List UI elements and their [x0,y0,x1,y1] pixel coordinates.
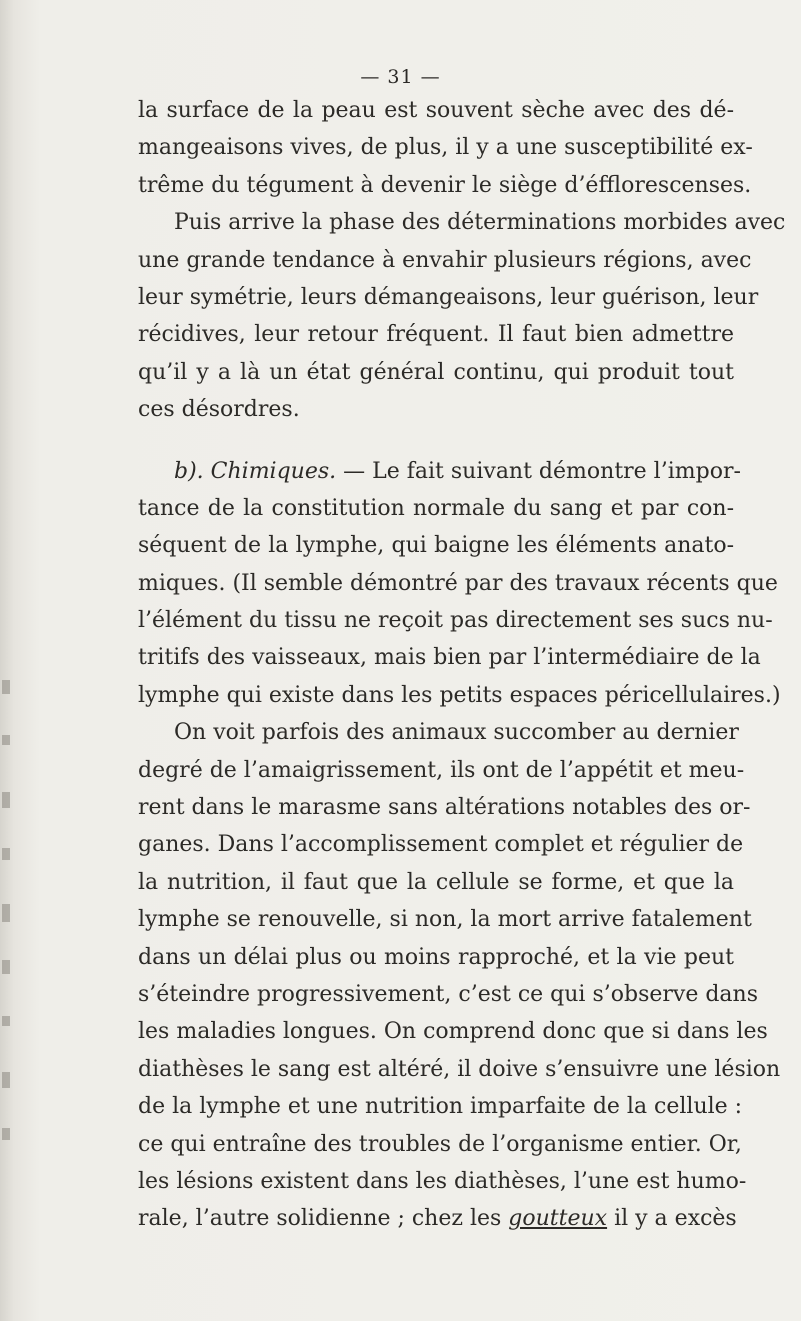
paragraph-3 [138,453,781,715]
text-line: On voit parfois des animaux succomber au dernier [174,720,739,746]
body-text [138,92,786,1238]
text-line: l’élément du tissu ne reçoit pas directement ses sucs nu- [138,608,773,634]
text-line: ganes. Dans l’accomplissement complet et régulier de [138,832,744,858]
text-line: lymphe qui existe dans les petits espaces péricellulaires.) [138,682,781,708]
text-line: ces désordres. [138,397,300,423]
text-line: mangeaisons vives, de plus, il y a une susceptibilité ex- [138,135,753,161]
text-line: de la lymphe et une nutrition imparfaite de la cellule : [138,1094,743,1120]
text-line: les lésions existent dans les diathèses, l’une est humo- [138,1168,747,1194]
text-line: les maladies longues. On comprend donc que si dans les [138,1019,768,1045]
text-line: lymphe se renouvelle, si non, la mort arrive fatalement [138,907,752,933]
text-line [138,1200,737,1237]
binding-gutter [0,560,14,1320]
text-line [138,453,741,490]
text-line: la surface de la peau est souvent sèche avec des dé- [138,98,734,123]
text-line: séquent de la lymphe, qui baigne les éléments anato- [138,533,734,559]
text-line: la nutrition, il faut que la cellule se forme, et que la [138,869,734,895]
text-line: degré de l’amaigrissement, ils ont de l’appétit et meu- [138,757,745,783]
text-fragment: il y a excès [607,1206,737,1232]
text-line: rent dans le marasme sans altérations notables des or- [138,795,751,821]
text-line: ce qui entraîne des troubles de l’organisme entier. Or, [138,1131,742,1157]
text-line: miques. (Il semble démontré par des travaux récents que [138,570,778,596]
text-line: une grande tendance à envahir plusieurs régions, avec [138,247,752,273]
text-line: récidives, leur retour fréquent. Il faut bien admettre [138,322,734,348]
paragraph-2 [138,204,786,428]
paragraph-1 [138,92,753,204]
text-line: tance de la constitution normale du sang et par con- [138,495,734,521]
text-line: trême du tégument à devenir le siège d’éfflorescenses. [138,172,752,198]
text-line: dans un délai plus ou moins rapproché, et la vie peut [138,944,734,970]
paragraph-4 [138,714,781,1237]
text-line: Puis arrive la phase des déterminations morbides avec [174,210,786,236]
text-line: s’éteindre progressivement, c’est ce qui s’observe dans [138,981,758,1007]
emphasized-word-goutteux: goutteux [508,1206,608,1232]
text-line: tritifs des vaisseaux, mais bien par l’intermédiaire de la [138,645,761,671]
text-line: leur symétrie, leurs démangeaisons, leur guérison, leur [138,284,759,310]
text-fragment: rale, l’autre solidienne ; chez les [138,1206,509,1232]
text-fragment: — Le fait suivant démontre l’impor- [336,458,741,484]
text-line: diathèses le sang est altéré, il doive s’ensuivre une lésion [138,1056,781,1082]
text-line: qu’il y a là un état général continu, qui produit tout [138,359,734,385]
page-number: — 31 — [360,66,441,88]
section-label-chimiques: b). Chimiques. [174,458,337,484]
